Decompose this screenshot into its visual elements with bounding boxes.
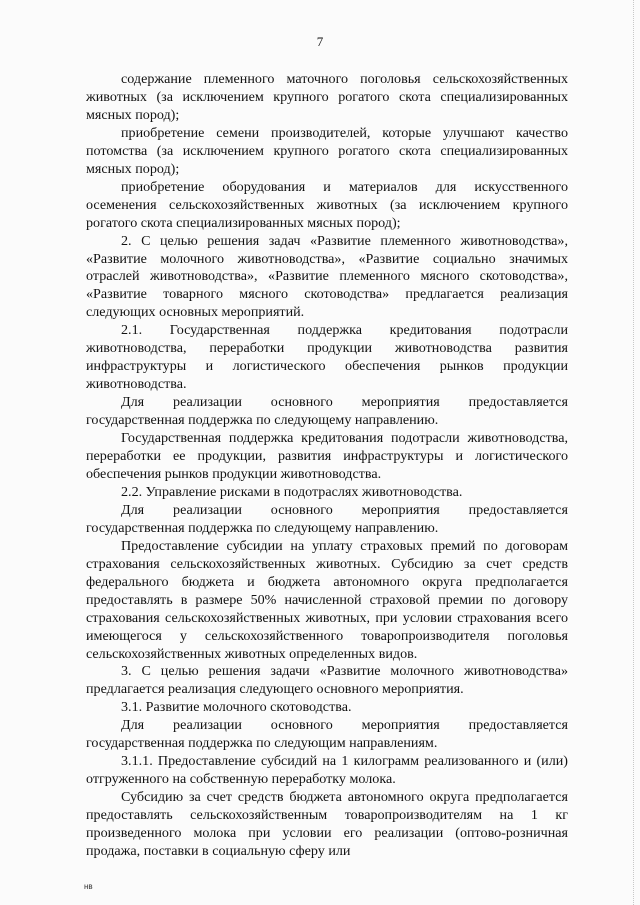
paragraph: Субсидию за счет средств бюджета автономного округа предполагается предоставлять сельскохозяйственным товаропроизводителям на 1 кг произведенного молока при условии его реализации (оптово-розничная продажа, поставки в социальную сферу или bbox=[86, 789, 568, 859]
paragraph: Для реализации основного мероприятия предоставляется государственная поддержка по следующему направлению. bbox=[86, 394, 568, 429]
paragraph: 3.1. Развитие молочного скотоводства. bbox=[121, 699, 352, 716]
paragraph: 3. С целью решения задачи «Развитие молочного животноводства» предлагается реализация следующего основного мероприятия. bbox=[86, 663, 568, 698]
paragraph: Для реализации основного мероприятия предоставляется государственная поддержка по следующим направлениям. bbox=[86, 717, 568, 752]
paragraph: приобретение оборудования и материалов для искусственного осеменения сельскохозяйственных животных (за исключением крупного рогатого скота специализированных мясных пород); bbox=[86, 178, 568, 231]
paragraph: Государственная поддержка кредитования подотрасли животноводства, переработки ее продукции, развития инфраструктуры и логистического обеспечения рынков продукции животноводства. bbox=[86, 430, 568, 482]
paragraph: 2.2. Управление рисками в подотраслях животноводства. bbox=[121, 483, 463, 500]
paragraph: 2. С целью решения задач «Развитие племенного животноводства», «Развитие молочного животноводства», «Развитие социально значимых отраслей животноводства», «Развитие племенного мясного скотоводства», «Развитие товарного мясного скотоводства» предлагается реализация следующих основных мероприятий. bbox=[86, 232, 568, 321]
paragraph: Предоставление субсидии на уплату страховых премий по договорам страхования сельскохозяйственных животных. Субсидию за счет средств федерального бюджета и бюджета автономного округа предполагается предоставлять в размере 50% начисленной страховой премии по договору страхования сельскохозяйственных животных, при условии страхования всего имеющегося у сельскохозяйственного товаропроизводителя поголовья сельскохозяйственных животных определенных видов. bbox=[86, 537, 568, 662]
paragraph: содержание племенного маточного поголовья сельскохозяйственных животных (за исключением крупного рогатого скота специализированных мясных пород); bbox=[86, 71, 568, 123]
page-edge-line bbox=[633, 0, 634, 905]
paragraph: 3.1.1. Предоставление субсидий на 1 килограмм реализованного и (или) отгруженного на собственную переработку молока. bbox=[86, 753, 568, 788]
document-body bbox=[86, 71, 568, 861]
paragraph: Для реализации основного мероприятия предоставляется государственная поддержка по следующему направлению. bbox=[86, 501, 568, 536]
page-number: 7 bbox=[316, 34, 324, 49]
paragraph: 2.1. Государственная поддержка кредитования подотрасли животноводства, переработки продукции животноводства развития инфраструктуры и логистического обеспечения рынков продукции животноводства. bbox=[86, 322, 568, 393]
footer-code: нв bbox=[84, 882, 93, 891]
paragraph: приобретение семени производителей, которые улучшают качество потомства (за исключением крупного рогатого скота специализированных мясных пород); bbox=[86, 124, 568, 177]
